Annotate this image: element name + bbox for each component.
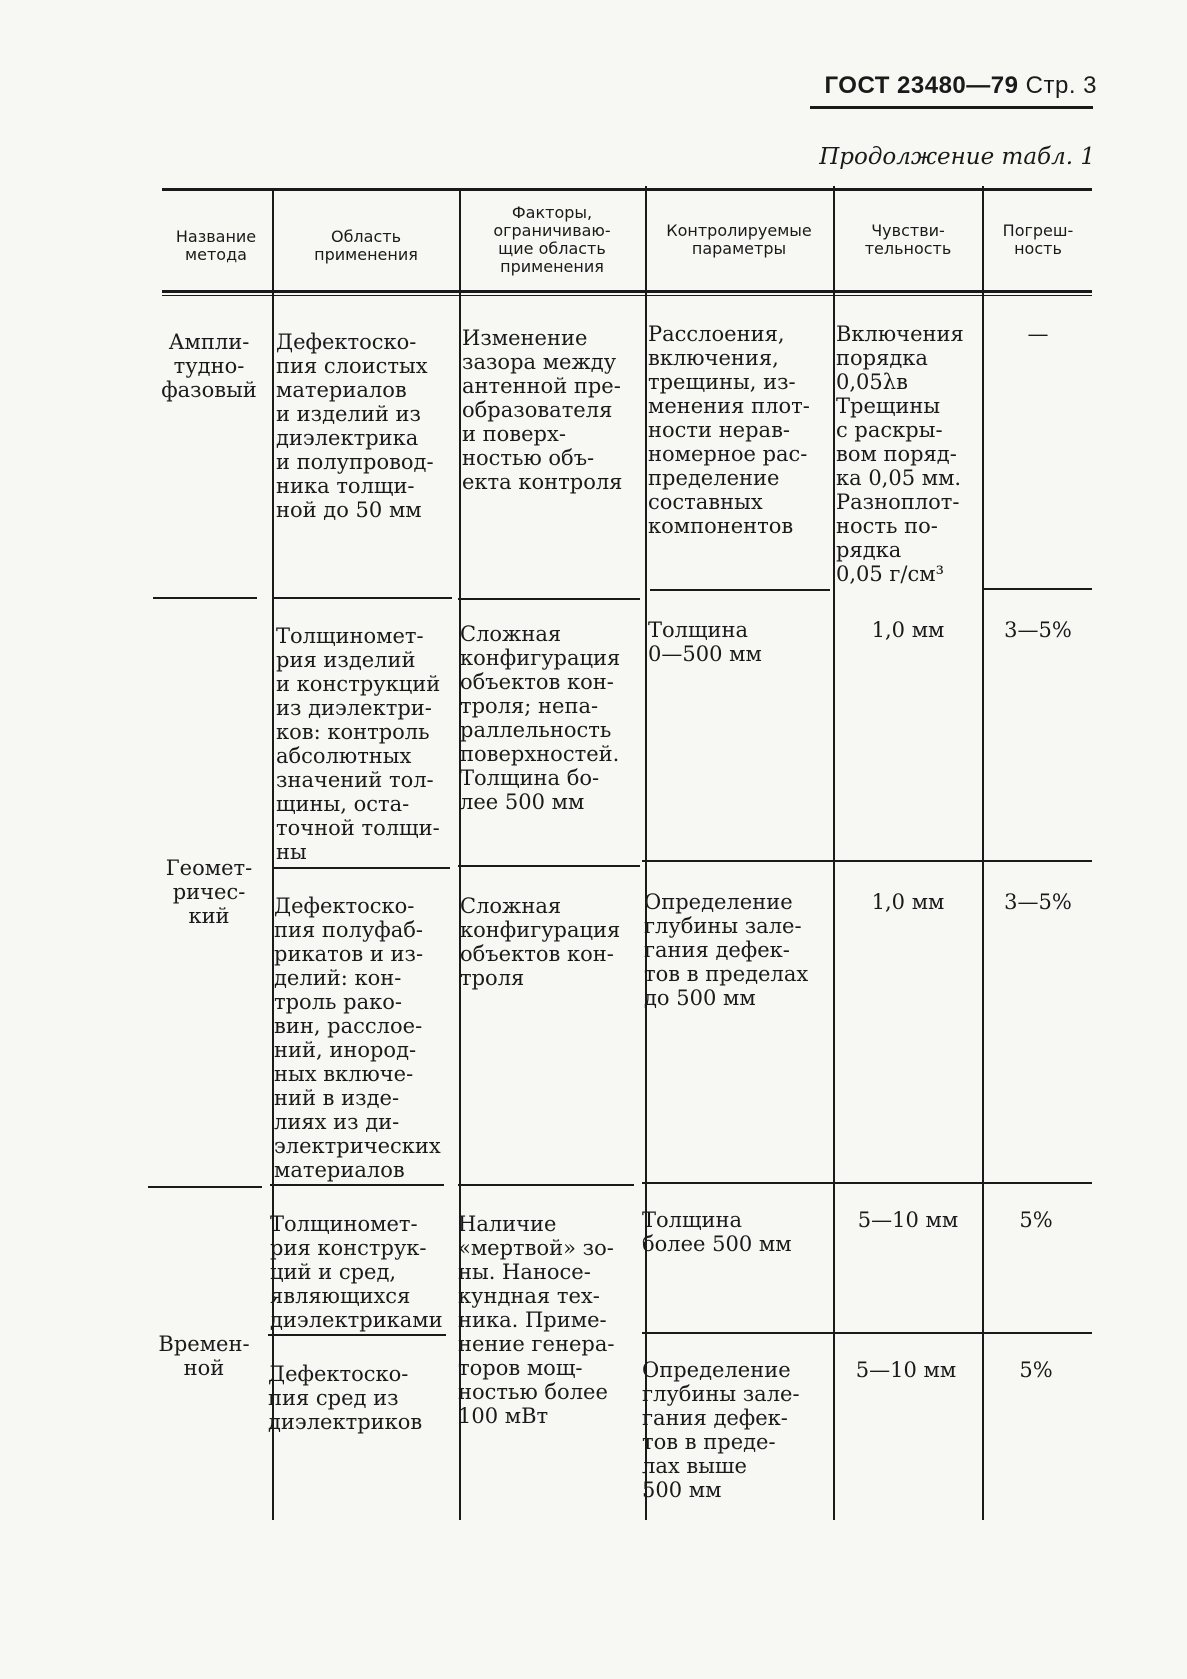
header-bottom-rule-2 <box>162 295 1092 296</box>
row-divider-1c <box>650 589 830 591</box>
row-divider-3b <box>458 1184 634 1186</box>
col-header-params: Контролируемые параметры <box>666 221 812 258</box>
row-divider-1d <box>984 588 1092 590</box>
row-divider-3 <box>270 1184 444 1186</box>
row4-error: 5% <box>1019 1208 1053 1232</box>
row5-area: Дефектоско- пия сред из диэлектриков <box>268 1362 423 1434</box>
row3-sensitivity: 1,0 мм <box>871 890 945 914</box>
row3-error: 3—5% <box>1004 890 1072 914</box>
row-divider-3c <box>642 1182 1092 1184</box>
row1-params: Расслоения, включения, трещины, из- менения плот- ности нерав- номерное рас- пределение составных компонентов <box>648 322 810 538</box>
table-continuation-label: Продолжение табл. 1 <box>819 144 1095 170</box>
row2-sensitivity: 1,0 мм <box>871 618 945 642</box>
row2-factors: Сложная конфигурация объектов кон- троля; непа- раллельность поверхностей. Толщина бо- лее 500 мм <box>460 622 621 814</box>
row2-params: Толщина 0—500 мм <box>648 618 762 666</box>
row3-factors: Сложная конфигурация объектов кон- троля <box>460 894 621 990</box>
col-rule-3 <box>645 186 647 1520</box>
row-divider-1 <box>274 597 452 599</box>
row4-sensitivity: 5—10 мм <box>857 1208 959 1232</box>
row3-area: Дефектоско- пия полуфаб- рикатов и из- делий: кон- троль рако- вин, расслое- ний, инород- ных включе- ний в изде- лиях из ди- электрических материалов <box>274 894 441 1182</box>
table-top-rule <box>162 188 1092 191</box>
row-divider-4b <box>642 1332 1092 1334</box>
row-divider-2 <box>274 867 450 869</box>
row4-params: Толщина более 500 мм <box>642 1208 792 1256</box>
row1-area: Дефектоско- пия слоистых материалов и изделий из диэлектрика и полупровод- ника толщи- ной до 50 мм <box>276 330 434 522</box>
row3-params: Определение глубины зале- гания дефек- тов в пределах до 500 мм <box>644 890 809 1010</box>
page-number: Стр. 3 <box>1025 72 1097 99</box>
col-header-factors: Факторы, ограничиваю- щие область применения <box>493 203 611 276</box>
row5-error: 5% <box>1019 1358 1053 1382</box>
method-temporal: Времен- ной <box>158 1332 250 1380</box>
method-divider-2 <box>148 1186 262 1188</box>
row4-factors: Наличие «мертвой» зо- ны. Наносе- кундная тех- ника. Приме- нение генера- торов мощ- ностью более 100 мВт <box>458 1212 615 1428</box>
row5-sensitivity: 5—10 мм <box>855 1358 957 1382</box>
col-header-error: Погреш- ность <box>1002 221 1074 258</box>
header-bottom-rule <box>162 290 1092 293</box>
row1-error: — <box>1027 322 1049 346</box>
col-header-sensitivity: Чувстви- тельность <box>864 221 952 258</box>
method-geometric: Геомет- ричес- кий <box>165 856 253 928</box>
row4-area: Толщиномет- рия конструк- ций и сред, являющихся диэлектриками <box>270 1212 443 1332</box>
row1-factors: Изменение зазора между антенной пре- образователя и поверх- ностью объ- екта контроля <box>462 326 623 494</box>
row1-sensitivity: Включения порядка 0,05λв Трещины с раскры- вом поряд- ка 0,05 мм. Разноплот- ность по- рядка 0,05 г/см³ <box>836 322 964 586</box>
row-divider-4 <box>268 1334 446 1336</box>
row2-area: Толщиномет- рия изделий и конструкций из диэлектри- ков: контроль абсолютных значений тол- щины, оста- точной толщи- ны <box>276 624 441 864</box>
col-rule-4 <box>833 186 835 1520</box>
method-amplitude-phase: Ампли- тудно- фазовый <box>161 330 257 402</box>
method-divider-1 <box>153 597 257 599</box>
row-divider-2c <box>642 860 1092 862</box>
standard-number: ГОСТ 23480—79 <box>824 72 1019 99</box>
col-rule-5 <box>982 186 984 1520</box>
col-header-area: Область применения <box>314 227 418 264</box>
row2-error: 3—5% <box>1004 618 1072 642</box>
row-divider-1b <box>458 598 640 600</box>
row-divider-2b <box>458 865 640 867</box>
col-header-method: Название метода <box>175 227 257 264</box>
row5-params: Определение глубины зале- гания дефек- тов в преде- лах выше 500 мм <box>642 1358 800 1502</box>
